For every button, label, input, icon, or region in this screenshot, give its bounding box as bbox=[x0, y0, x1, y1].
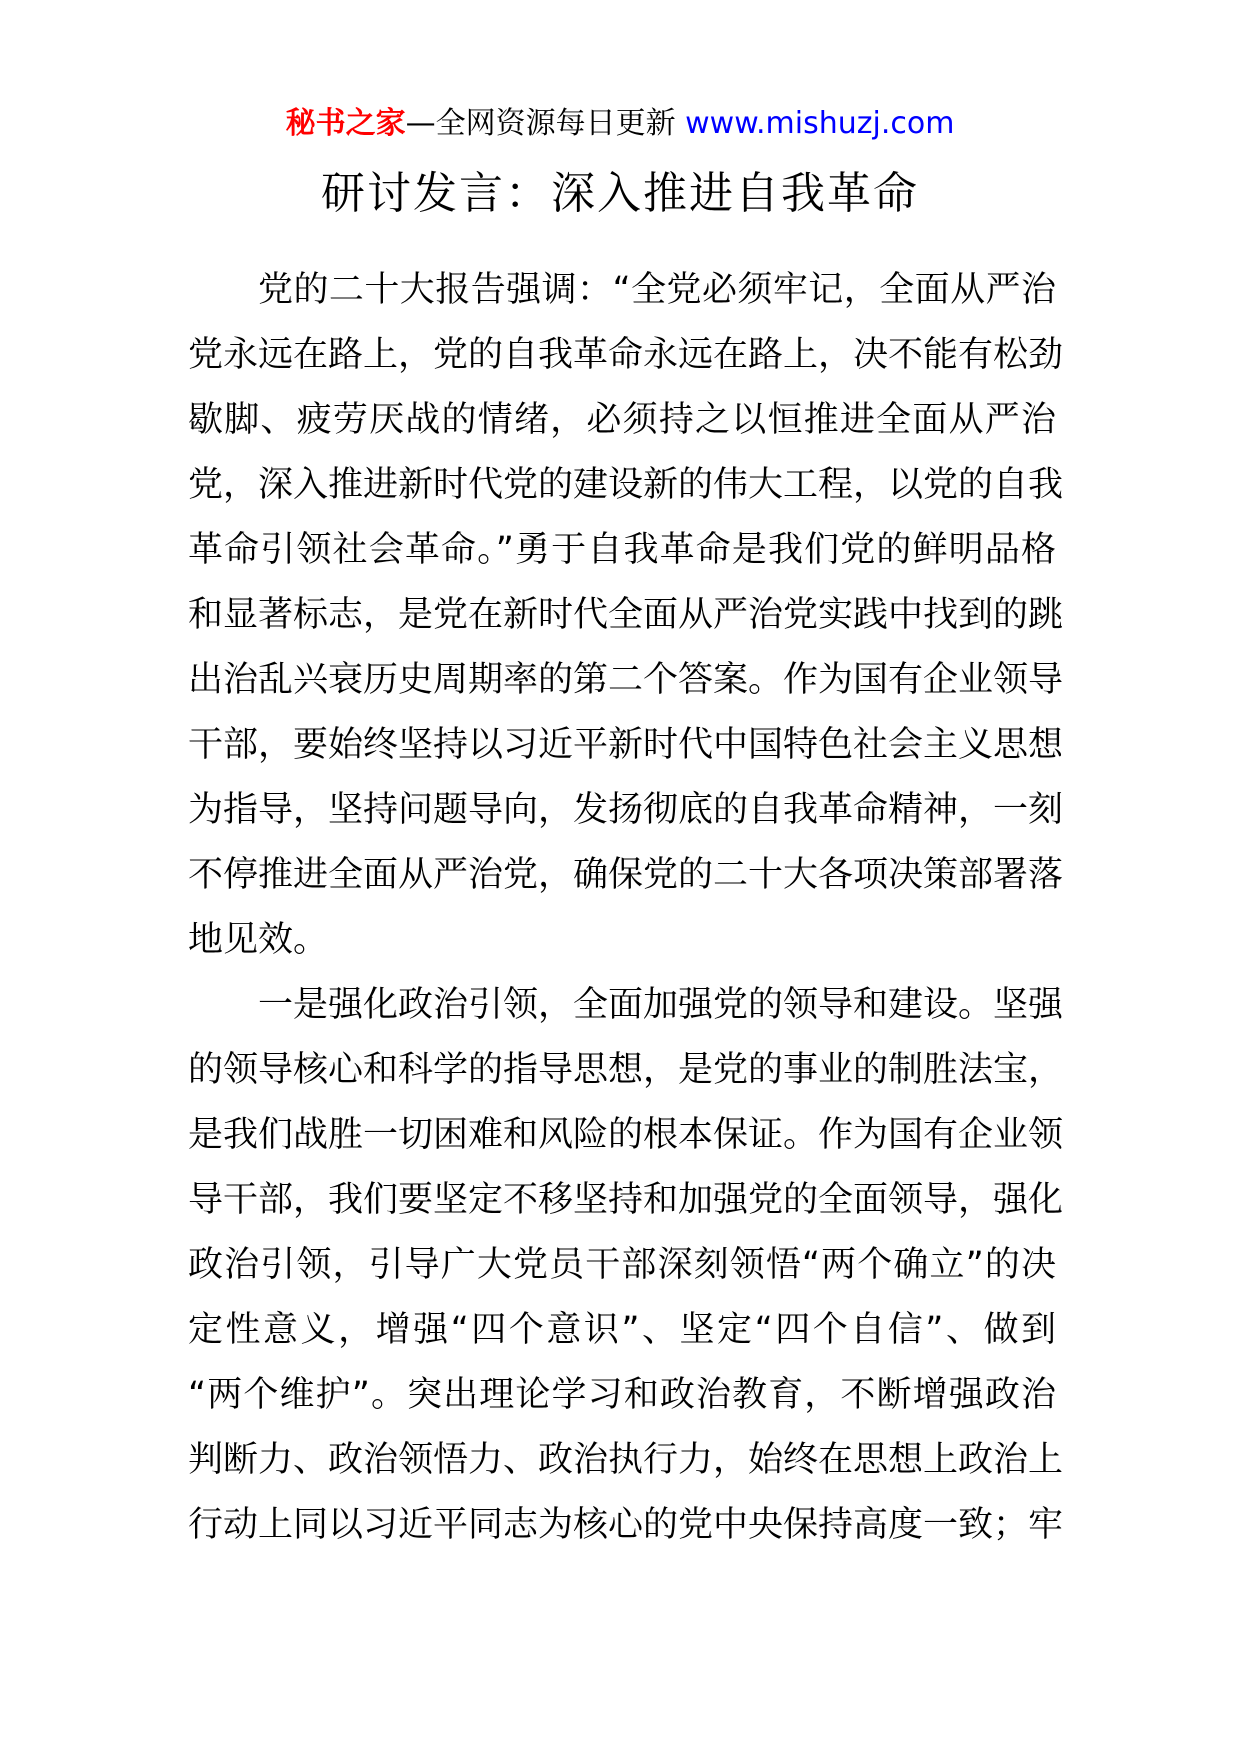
body-line: 出治乱兴衰历史周期率的第二个答案。作为国有企业领导 bbox=[188, 660, 1064, 700]
body-line: 是我们战胜一切困难和风险的根本保证。作为国有企业领 bbox=[188, 1115, 1064, 1155]
body-line: 党，深入推进新时代党的建设新的伟大工程，以党的自我 bbox=[188, 465, 1064, 505]
body-line: 判断力、政治领悟力、政治执行力，始终在思想上政治上 bbox=[188, 1440, 1064, 1480]
document-title: 研讨发言：深入推进自我革命 bbox=[321, 168, 919, 219]
body-line: 地见效。 bbox=[188, 920, 329, 960]
body-line: 定性意义，增强“四个意识”、坚定“四个自信”、做到 bbox=[188, 1310, 1056, 1350]
document-body bbox=[188, 258, 1064, 1558]
body-line: 党的二十大报告强调：“全党必须牢记，全面从严治 bbox=[258, 270, 1056, 310]
body-line: 导干部，我们要坚定不移坚持和加强党的全面领导，强化 bbox=[188, 1180, 1064, 1220]
body-line: 干部，要始终坚持以习近平新时代中国特色社会主义思想 bbox=[188, 725, 1064, 765]
site-brand: 秘书之家 bbox=[285, 106, 406, 141]
body-line: 政治引领，引导广大党员干部深刻领悟“两个确立”的决 bbox=[188, 1245, 1056, 1285]
body-line: 一是强化政治引领，全面加强党的领导和建设。坚强 bbox=[258, 985, 1064, 1025]
body-line: 不停推进全面从严治党，确保党的二十大各项决策部署落 bbox=[188, 855, 1064, 895]
body-line: 革命引领社会革命。”勇于自我革命是我们党的鲜明品格 bbox=[188, 530, 1056, 570]
body-line: 和显著标志，是党在新时代全面从严治党实践中找到的跳 bbox=[188, 595, 1064, 635]
body-line: 行动上同以习近平同志为核心的党中央保持高度一致；牢 bbox=[188, 1505, 1064, 1545]
body-line: 为指导，坚持问题导向，发扬彻底的自我革命精神，一刻 bbox=[188, 790, 1064, 830]
body-line: 党永远在路上，党的自我革命永远在路上，决不能有松劲 bbox=[188, 335, 1064, 375]
body-line: “两个维护”。突出理论学习和政治教育，不断增强政治 bbox=[188, 1375, 1056, 1415]
site-url-link[interactable]: www.mishuzj.com bbox=[685, 106, 955, 141]
body-line: 歇脚、疲劳厌战的情绪，必须持之以恒推进全面从严治 bbox=[188, 400, 1056, 440]
site-tagline: —全网资源每日更新 bbox=[405, 106, 686, 141]
site-header bbox=[0, 104, 1240, 144]
body-line: 的领导核心和科学的指导思想，是党的事业的制胜法宝， bbox=[188, 1050, 1064, 1090]
